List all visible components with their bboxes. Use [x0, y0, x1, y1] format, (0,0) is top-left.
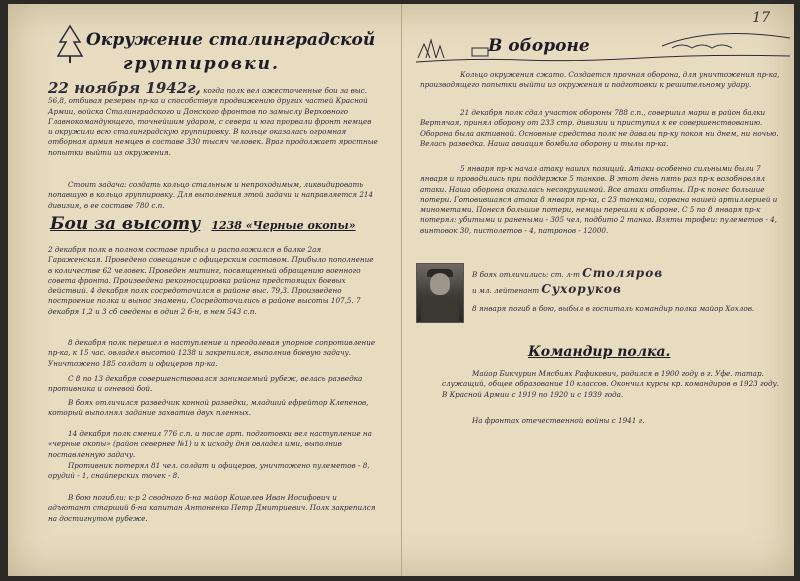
- right-title: В обороне: [488, 36, 590, 56]
- officer-portrait-photo: [416, 263, 464, 323]
- intro-paragraph: [48, 79, 378, 158]
- dec14-paragraph: 14 декабря полк сменил 776 с.п. и после арт. подготовки вел наступление на «черные окопы» (район севернее №1) и к исходу дня овладел ими, выполнив поставленную задачу.: [48, 429, 372, 459]
- fallen-paragraph: В бою погибли: к-р 2 сводного б-на майор Кошелев Иван Иосифович и адъютант старший б-на капитан Антоненко Петр Дмитриевич. Полк закрепился на достигнутом рубеже.: [48, 493, 376, 523]
- dec2-paragraph: 2 декабря полк в полном составе прибыл и расположился в балке 2ая Гараженская. Проведено совещание с офицерским составом. Прибыло пополнение в количестве 62 человек. Проведен митинг, посвященный обращению военного совета фронта. Произведена рекогносцировка района предстоящих боевых действий. 4 декабря полк сосредоточился в районе выс. 79,3. Произведено построение полка и вынос знамени. Сосредоточились в районе высоты 107,5. 7 декабря 1,2 и 3 сб сведены в один 2 б-н, в нем 543 с.п.: [48, 245, 374, 316]
- jan8-paragraph: 8 января погиб в бою, выбыл в госпиталь командир полка майор Хохлов.: [472, 304, 755, 313]
- jan5-paragraph: 5 января пр-к начал атаку наших позиций. Атаки особенно сильными были 7 января и проводились при поддержке 5 танков. В этот день пять раз пр-к возобновлял атаки. Наша оборона оказалась несокрушимой. Все атаки отбиты. Пр-к понес большие потери. Готовившаяся атака 8 января пр-ка, с 23 танками, сорвана нашей артиллерией и минометами. Понеся большие потери, немцы перешли к обороне. С 5 по 8 января пр-к потерял: убитыми и ранеными - 305 чел, подбито 2 танка. Взяты трофеи: пулеметов - 4, винтовок 30, пистолетов - 4, патронов - 12000.: [420, 164, 778, 235]
- tree-ornament-icon: [56, 24, 84, 64]
- distinguished-paragraph: [472, 266, 782, 298]
- battle-title: Бои за высоту: [50, 214, 201, 234]
- distinguished-text-2: и мл. лейтенант: [472, 286, 540, 295]
- intro-text: когда полк вел ожесточенные бои за выс. 56,8, отбивая резервы пр-ка и способствуя продвижению других частей Красной Армии, войска Сталинградского и Донского фронтов по замыслу Верховного Главнокомандующего, точнейшим ударом, с севера и юга прорвали фронт немцев и окружили всю сталинградскую группировку. В кольце оказалась огромная отборная армия немцев в составе 330 тысяч человек. Враг продолжает яростные попытки выйти из окружения.: [48, 86, 378, 157]
- album-spread: [8, 4, 794, 576]
- right-page: [402, 4, 794, 576]
- commander-paragraph: Майор Бикчурин Мясбиях Рафикович, родился в 1900 году в г. Уфе. татар. служащий, общее образование 10 классов. Окончил курсы кр. командиров в 1923 году. В Красной Армии с 1919 по 1920 и с 1939 года.: [442, 369, 779, 399]
- left-title-line2: группировки.: [123, 54, 280, 74]
- officer-name-sukhorukov: Сухоруков: [541, 282, 622, 296]
- dec8-paragraph: 8 декабря полк перешел в наступление и преодолевая упорное сопротивление пр-ка, к 15 час. овладел высотой 1238 и закрепился, выполнив боевую задачу. Уничтожено 185 солдат и офицеров пр-ка.: [48, 338, 376, 368]
- battle-title-suffix: 1238 «Черные окопы»: [211, 219, 356, 232]
- officer-name-stolyarov: Столяров: [582, 266, 664, 280]
- losses-paragraph: Противник потерял 81 чел. солдат и офицеров, уничтожено пулеметов - 8, орудий - 1, снайперских точек - 8.: [48, 461, 370, 481]
- page-number: 17: [752, 10, 770, 26]
- trench-landscape-icon: [412, 18, 792, 66]
- task-paragraph: Стоит задача: создать кольцо стальным и непроходимым, ликвидировать попавшую в кольцо группировку. Для выполнения этой задачи и направляется 214 дивизия, в ее составе 780 с.п.: [48, 180, 374, 210]
- commander-heading: Командир полка.: [528, 344, 671, 360]
- dec21-paragraph: 21 декабря полк сдал участок обороны 788 с.п., совершил марш в район балки Вертячая, принял оборону от 233 стр. дивизии и приступил к ее совершенствованию. Оборона была активной. Основные средства полк не давали пр-ку покоя ни днем, ни ночью. Велась разведка. Наша авиация бомбила оборону и тылы пр-ка.: [420, 108, 779, 148]
- left-page: [8, 4, 402, 576]
- distinguished-text: В боях отличились: ст. л-т: [472, 270, 580, 279]
- front-paragraph: На фронтах отечественной войны с 1941 г.: [472, 416, 645, 425]
- left-title-line1: Окружение сталинградской: [86, 30, 376, 50]
- battle-heading: [50, 214, 356, 234]
- intro-date: 22 ноября 1942г,: [48, 79, 201, 97]
- ring-paragraph: Кольцо окружения сжато. Создается прочная оборона, для уничтожения пр-ка, производящего попытки выйти из окружения и подготовки к решительному удару.: [420, 70, 780, 90]
- scouts-paragraph: В боях отличился разведчик конной разведки, младший ефрейтор Клепенов, который выполнял задание захватив двух пленных.: [48, 398, 369, 418]
- dec13-paragraph: С 8 по 13 декабря совершенствовался занимаемый рубеж, велась разведка противника и огневой бой.: [48, 374, 363, 394]
